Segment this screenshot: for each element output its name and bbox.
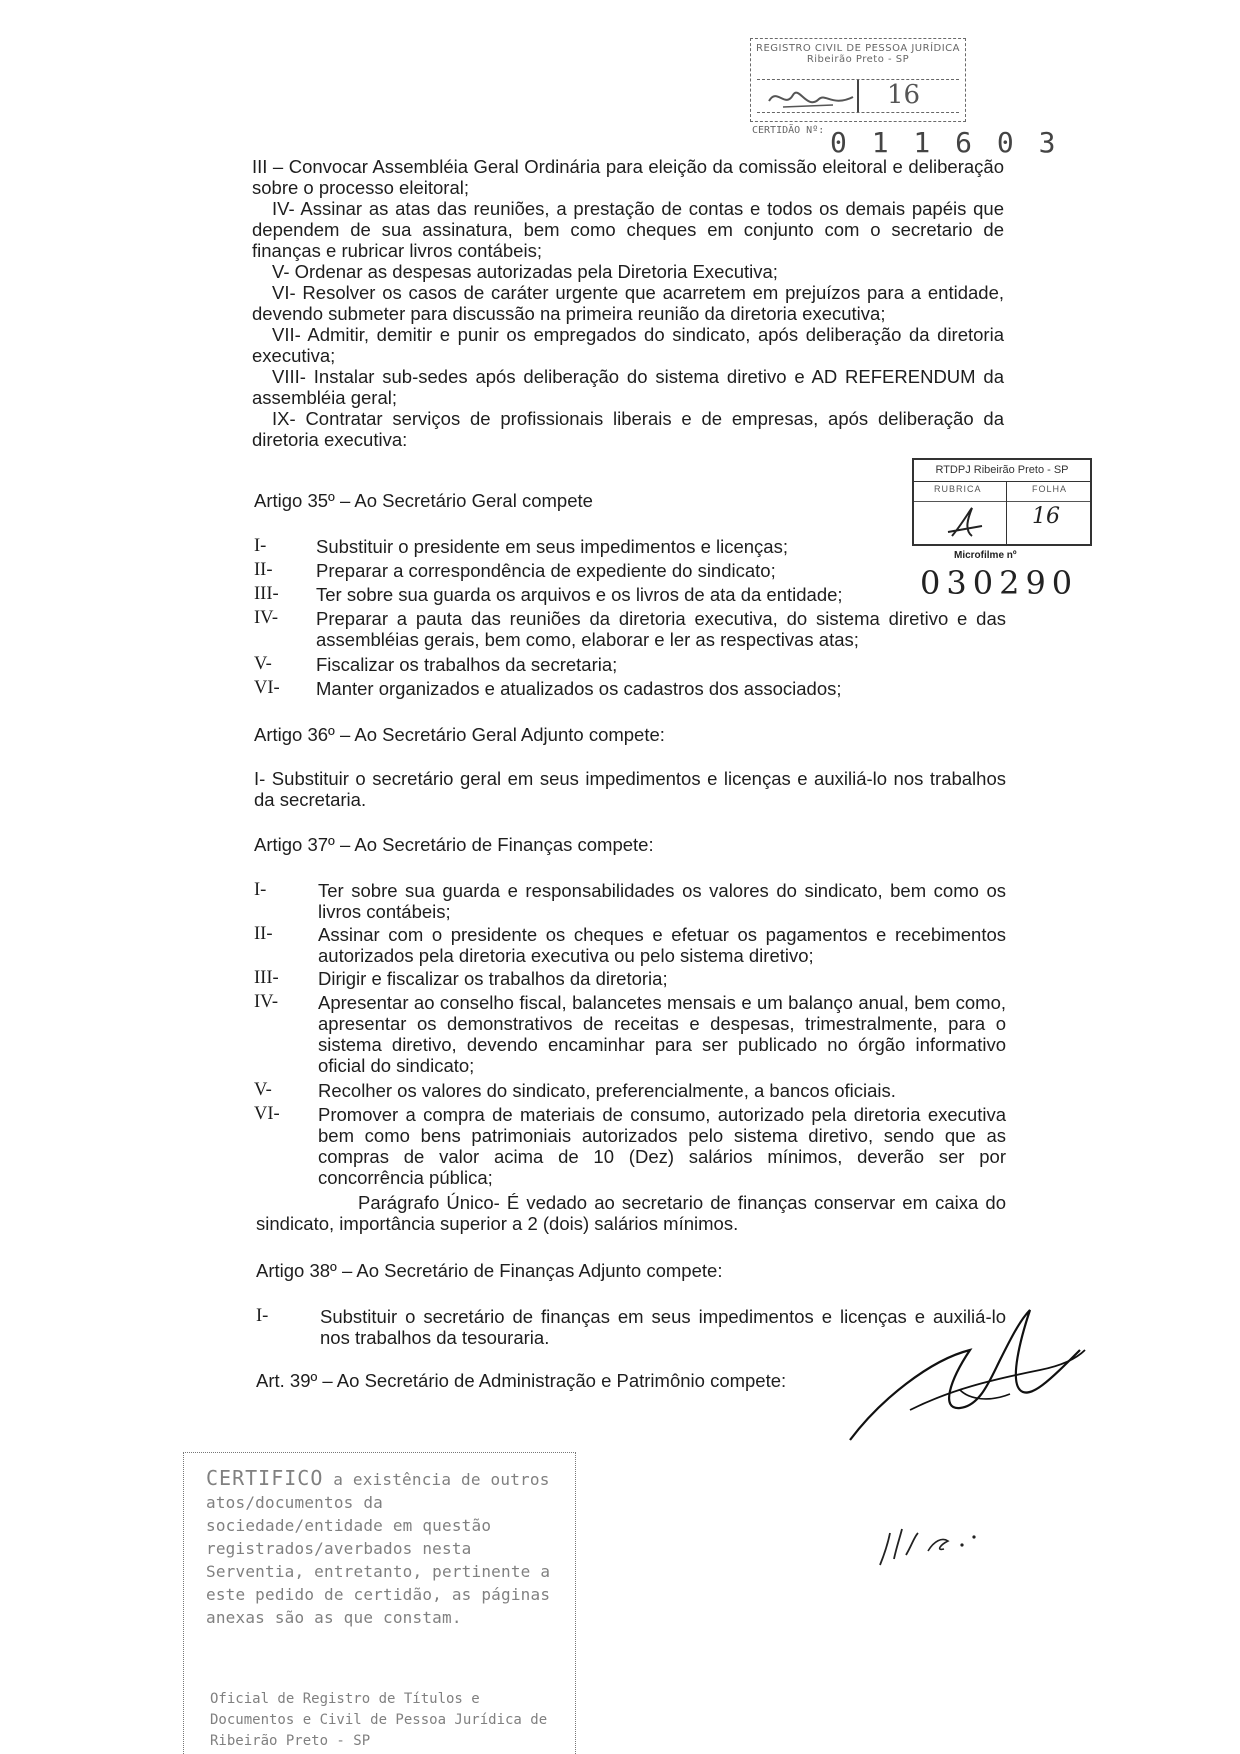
signature-icon [840, 1290, 1090, 1470]
art37-item-num: II- [254, 924, 273, 944]
rtdpj-folha-value: 16 [1032, 504, 1060, 529]
art35-heading: Artigo 35º – Ao Secretário Geral compete [254, 490, 593, 511]
item-VII: VII- Admitir, demitir e punir os empregados do sindicato, após deliberação da diretoria executiva; [252, 324, 1004, 366]
art35-item-text: Preparar a correspondência de expediente do sindicato; [316, 560, 776, 581]
art35-item-num: V- [254, 654, 272, 674]
microfilm-number: 030290 [920, 564, 1079, 602]
certifico-officer: Oficial de Registro de Títulos e Documentos e Civil de Pessoa Jurídica de Ribeirão Preto - SP [210, 1691, 548, 1749]
art35-item-text: Manter organizados e atualizados os cadastros dos associados; [316, 678, 842, 699]
art35-item-num: III- [254, 584, 279, 604]
art35-item-text: Fiscalizar os trabalhos da secretaria; [316, 654, 618, 675]
art37-item-text: Recolher os valores do sindicato, preferencialmente, a bancos oficiais. [318, 1080, 896, 1101]
item-VI: VI- Resolver os casos de caráter urgente que acarretem em prejuízos para a entidade, devendo submeter para discussão na primeira reunião da diretoria executiva; [252, 282, 1004, 324]
art37-item-num: I- [254, 880, 267, 900]
art35-item-num: VI- [254, 678, 280, 698]
art36-heading: Artigo 36º – Ao Secretário Geral Adjunto compete: [254, 724, 665, 745]
registry-stamp-row [757, 79, 959, 113]
item-IX: IX- Contratar serviços de profissionais liberais e de empresas, após deliberação da diretoria executiva: [252, 408, 1004, 450]
art35-item-text: Substituir o presidente em seus impedimentos e licenças; [316, 536, 788, 557]
rtdpj-header: RTDPJ Ribeirão Preto - SP [914, 460, 1090, 482]
art37-item-text: Promover a compra de materiais de consumo, autorizado pela diretoria executiva bem como bens patrimoniais autorizados pelo sistema diretivo, sendo que as compras de valor acima de 10 (Dez) salários mínimos, deverão ser por concorrência pública; [318, 1104, 1006, 1188]
art35-item-text: Ter sobre sua guarda os arquivos e os livros de ata da entidade; [316, 584, 843, 605]
art37-paragrafo-unico: Parágrafo Único- É vedado ao secretario de finanças conservar em caixa do sindicato, importância superior a 2 (dois) salários mínimos. [256, 1192, 1006, 1234]
certidao-number: 0 1 1 6 0 3 [830, 126, 1060, 159]
registry-stamp-line1: REGISTRO CIVIL DE PESSOA JURÍDICA [756, 43, 960, 54]
item-VIII: VIII- Instalar sub-sedes após deliberação do sistema diretivo e AD REFERENDUM da assembléia geral; [252, 366, 1004, 408]
art37-item-text: Apresentar ao conselho fiscal, balancetes mensais e um balanço anual, bem como, apresentar os demonstrativos de receitas e despesas, trimestralmente, para o sistema diretivo, devendo encaminhar para ser publicado no órgão informativo oficial do sindicato; [318, 992, 1006, 1076]
microfilm-label: Microfilme nº [954, 550, 1017, 561]
art36-text: I- Substituir o secretário geral em seus impedimentos e licenças e auxiliá-lo nos trabalhos da secretaria. [254, 768, 1006, 810]
rtdpj-divider [1006, 482, 1007, 544]
art37-item-text: Ter sobre sua guarda e responsabilidades os valores do sindicato, bem como os livros contábeis; [318, 880, 1006, 922]
rtdpj-folha-label: FOLHA [1032, 484, 1068, 494]
registry-stamp [750, 38, 966, 122]
art39-heading: Art. 39º – Ao Secretário de Administração e Patrimônio compete: [256, 1370, 787, 1391]
registry-folio: 16 [887, 80, 921, 110]
art37-item-num: IV- [254, 992, 278, 1012]
art37-item-num: V- [254, 1080, 272, 1100]
item-IV: IV- Assinar as atas das reuniões, a prestação de contas e todos os demais papéis que dependem de sua assinatura, bem como cheques em conjunto com o secretario de finanças e rubricar livros contábeis; [252, 198, 1004, 261]
registry-stamp-divider [857, 80, 859, 112]
art38-heading: Artigo 38º – Ao Secretário de Finanças Adjunto compete: [256, 1260, 723, 1281]
art35-item-num: II- [254, 560, 273, 580]
art37-heading: Artigo 37º – Ao Secretário de Finanças compete: [254, 834, 654, 855]
certidao-label: CERTIDÃO Nº: [752, 125, 825, 136]
registry-stamp-line2: Ribeirão Preto - SP [806, 54, 910, 65]
rubric-icon [870, 1515, 1000, 1575]
certifico-text: a existência de outros atos/documentos da sociedade/entidade em questão registrados/averbados nesta Serventia, entretanto, pertinente a este pedido de certidão, as páginas anexas são as que constam. [206, 1470, 551, 1627]
art37-item-text: Assinar com o presidente os cheques e efetuar os pagamentos e recebimentos autorizados pela diretoria executiva ou pelo sistema diretivo; [318, 924, 1006, 966]
art35-item-text: Preparar a pauta das reuniões da diretoria executiva, do sistema diretivo e das assembléias gerais, bem como, elaborar e ler as respectivas atas; [316, 608, 1006, 650]
certifico-body [206, 1467, 566, 1629]
certifico-stamp [183, 1452, 576, 1754]
rtdpj-rubrica-label: RUBRICA [934, 484, 982, 494]
art38-item-text: Substituir o secretário de finanças em seus impedimentos e licenças e auxiliá-lo nos trabalhos da tesouraria. [320, 1306, 1006, 1348]
art35-item-num: I- [254, 536, 267, 556]
rtdpj-stamp [912, 458, 1092, 546]
certifico-title: CERTIFICO [206, 1466, 324, 1490]
art38-item-num: I- [256, 1306, 269, 1326]
art37-item-text: Dirigir e fiscalizar os trabalhos da diretoria; [318, 968, 668, 989]
rtdpj-columns [914, 482, 1090, 502]
art35-item-num: IV- [254, 608, 278, 628]
art37-item-num: III- [254, 968, 279, 988]
registry-rubric-icon [763, 81, 859, 113]
item-V: V- Ordenar as despesas autorizadas pela Diretoria Executiva; [272, 261, 778, 282]
item-III: III – Convocar Assembléia Geral Ordinária para eleição da comissão eleitoral e deliberação sobre o processo eleitoral; [252, 156, 1004, 198]
art37-item-num: VI- [254, 1104, 280, 1124]
